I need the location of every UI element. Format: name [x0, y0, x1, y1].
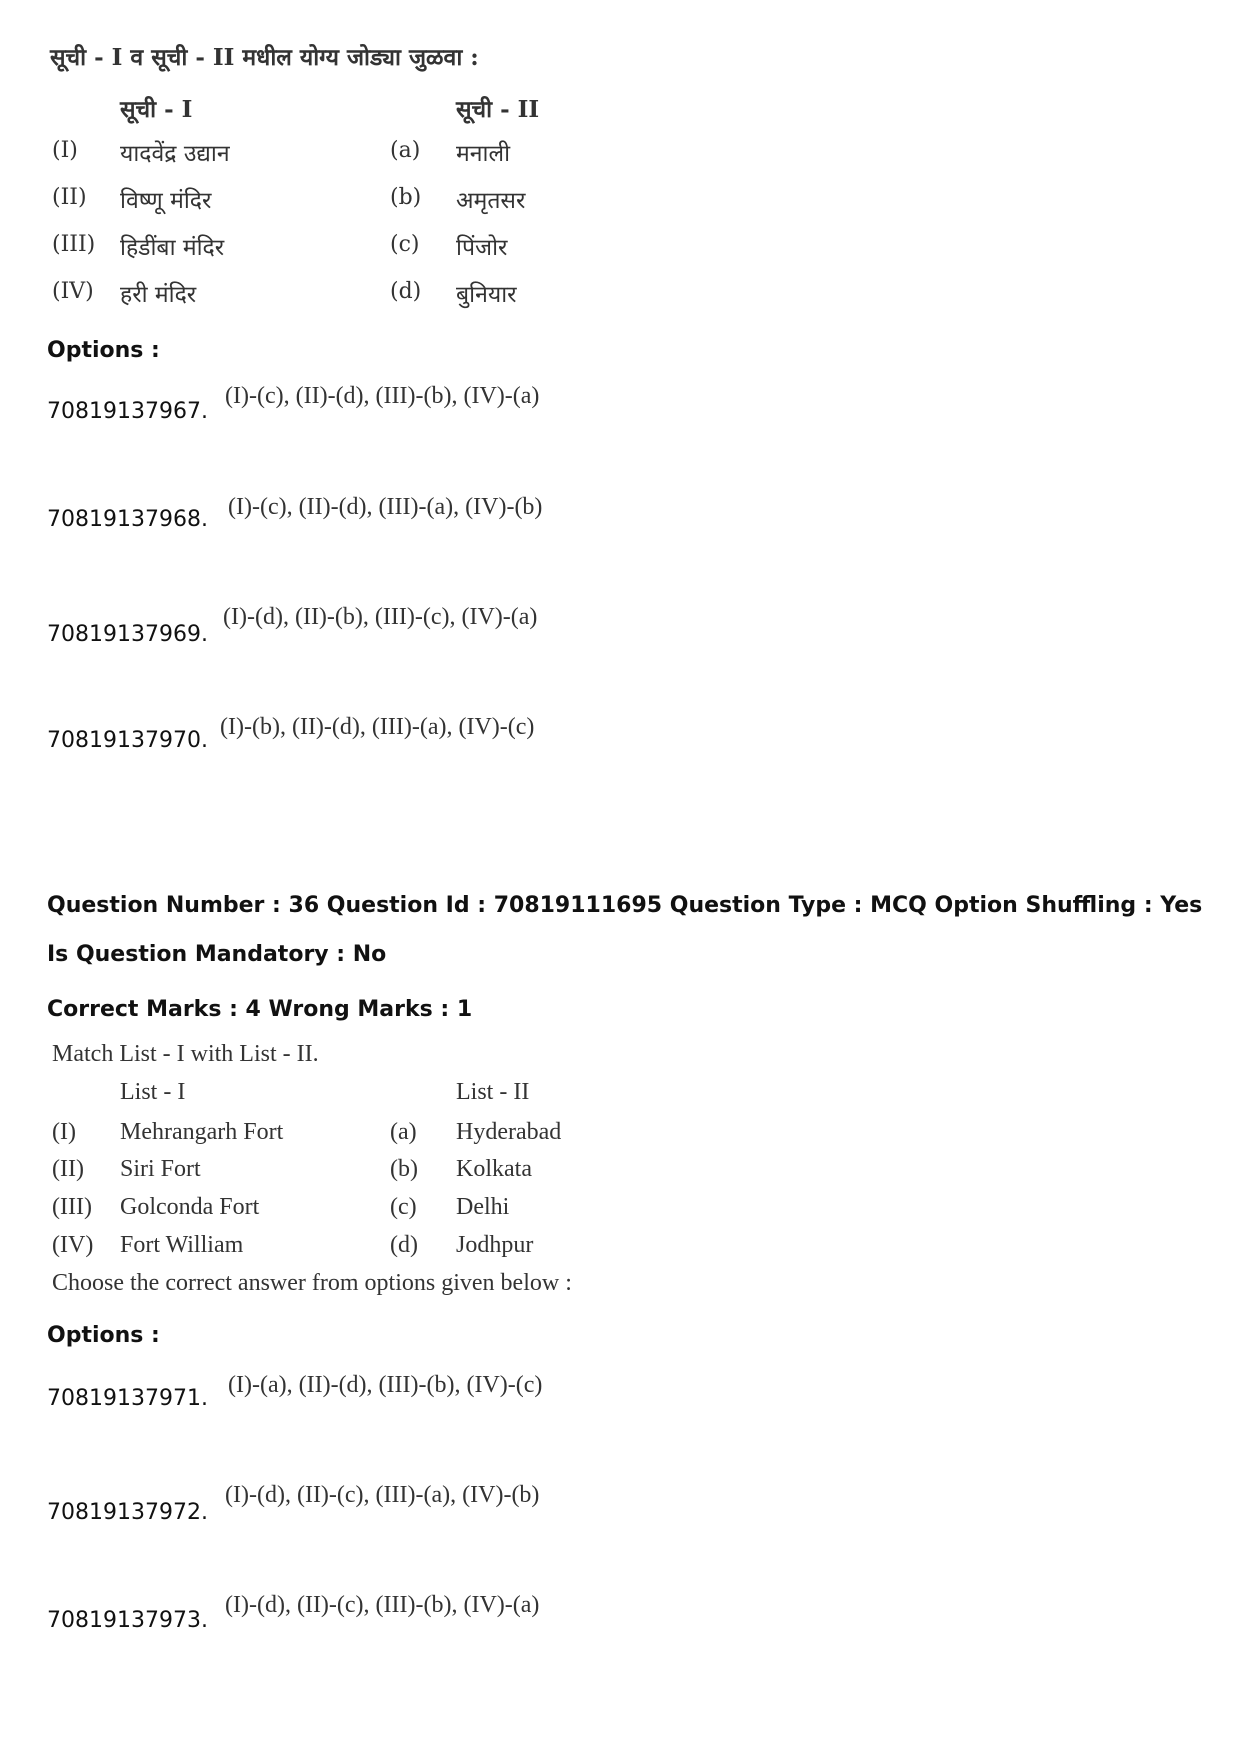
- q35-options-label: Options :: [47, 338, 160, 363]
- q36-list2-heading: List - II: [456, 1079, 530, 1105]
- q35-row-letter: (d): [390, 279, 422, 304]
- q35-list2-heading: सूची - II: [456, 96, 540, 123]
- q35-row-match: बुनियार: [456, 282, 517, 308]
- q35-row-item: विष्णू मंदिर: [120, 188, 212, 214]
- q36-mandatory-line: Is Question Mandatory : No: [47, 942, 387, 967]
- q36-row-match: Jodhpur: [456, 1232, 534, 1258]
- q35-row-letter: (b): [390, 185, 422, 210]
- option-id: 70819137967.: [47, 399, 208, 424]
- q36-row-letter: (b): [390, 1156, 418, 1182]
- option-text: (I)-(d), (II)-(b), (III)-(c), (IV)-(a): [223, 604, 538, 630]
- q35-row-item: हिडींबा मंदिर: [120, 235, 225, 261]
- option-id: 70819137973.: [47, 1608, 208, 1633]
- q35-row-item: यादवेंद्र उद्यान: [120, 141, 230, 167]
- q35-row-match: अमृतसर: [456, 188, 526, 214]
- q35-row-numeral: (I): [52, 138, 78, 163]
- option-text: (I)-(a), (II)-(d), (III)-(b), (IV)-(c): [228, 1372, 543, 1398]
- q35-row-numeral: (IV): [52, 279, 94, 304]
- q36-row-numeral: (I): [52, 1119, 76, 1145]
- option-text: (I)-(d), (II)-(c), (III)-(b), (IV)-(a): [225, 1592, 540, 1618]
- option-text: (I)-(c), (II)-(d), (III)-(a), (IV)-(b): [228, 494, 543, 520]
- option-text: (I)-(b), (II)-(d), (III)-(a), (IV)-(c): [220, 714, 535, 740]
- option-id: 70819137969.: [47, 622, 208, 647]
- q35-row-match: मनाली: [456, 141, 511, 167]
- q35-row-letter: (c): [390, 232, 420, 257]
- q35-row-numeral: (III): [52, 232, 96, 257]
- option-id: 70819137972.: [47, 1500, 208, 1525]
- option-id: 70819137968.: [47, 507, 208, 532]
- q36-row-item: Fort William: [120, 1232, 244, 1258]
- q35-instruction: सूची - I व सूची - II मधील योग्य जोड्या जुळवा :: [50, 44, 479, 71]
- q36-row-match: Hyderabad: [456, 1119, 562, 1145]
- q36-row-letter: (d): [390, 1232, 418, 1258]
- q35-row-letter: (a): [390, 138, 421, 163]
- option-text: (I)-(c), (II)-(d), (III)-(b), (IV)-(a): [225, 383, 540, 409]
- q36-marks-line: Correct Marks : 4 Wrong Marks : 1: [47, 997, 473, 1022]
- q36-instruction: Match List - I with List - II.: [52, 1041, 319, 1067]
- option-id: 70819137970.: [47, 728, 208, 753]
- q36-row-item: Siri Fort: [120, 1156, 201, 1182]
- q36-footer-instruction: Choose the correct answer from options given below :: [52, 1270, 572, 1296]
- q36-row-numeral: (II): [52, 1156, 84, 1182]
- q35-row-numeral: (II): [52, 185, 87, 210]
- option-id: 70819137971.: [47, 1386, 208, 1411]
- q36-list1-heading: List - I: [120, 1079, 186, 1105]
- q35-list1-heading: सूची - I: [120, 96, 193, 123]
- q36-row-letter: (c): [390, 1194, 417, 1220]
- q36-row-numeral: (III): [52, 1194, 92, 1220]
- q36-row-item: Golconda Fort: [120, 1194, 260, 1220]
- q36-row-item: Mehrangarh Fort: [120, 1119, 284, 1145]
- q36-row-match: Kolkata: [456, 1156, 532, 1182]
- q36-row-match: Delhi: [456, 1194, 510, 1220]
- q36-options-label: Options :: [47, 1323, 160, 1348]
- option-text: (I)-(d), (II)-(c), (III)-(a), (IV)-(b): [225, 1482, 540, 1508]
- q36-meta-line: Question Number : 36 Question Id : 70819111695 Question Type : MCQ Option Shuffling : Yes: [47, 893, 1203, 918]
- q35-row-item: हरी मंदिर: [120, 282, 197, 308]
- q36-row-numeral: (IV): [52, 1232, 94, 1258]
- q35-row-match: पिंजोर: [456, 235, 508, 261]
- q36-row-letter: (a): [390, 1119, 417, 1145]
